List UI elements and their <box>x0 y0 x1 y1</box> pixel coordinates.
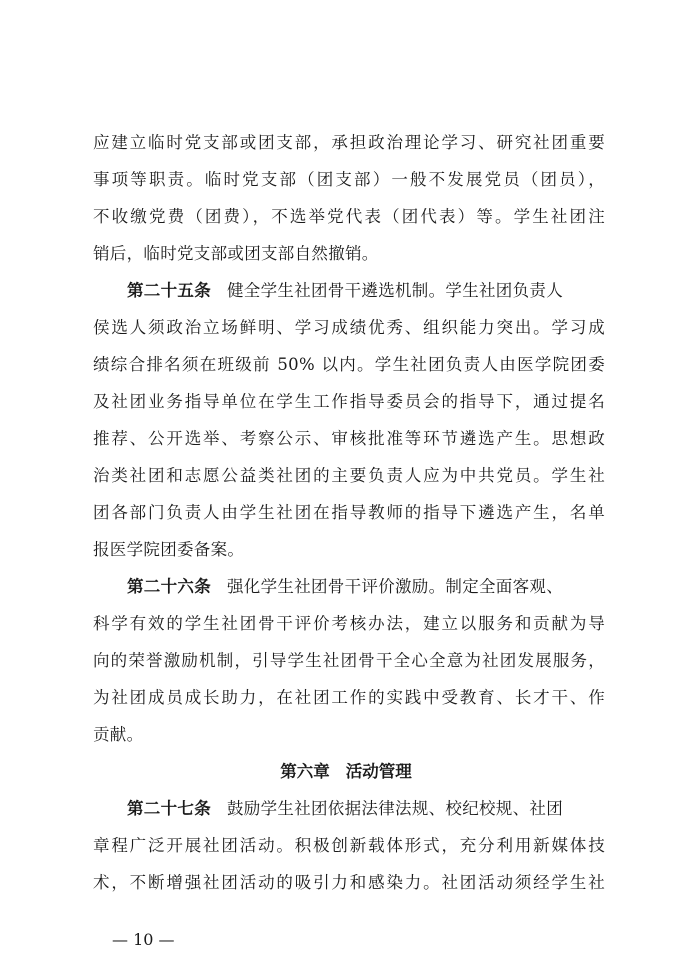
text-line: 不收缴党费（团费），不选举党代表（团代表）等。学生社团注 <box>93 207 605 226</box>
text-line: 向的荣誉激励机制，引导学生社团骨干全心全意为社团发展服务， <box>93 651 605 670</box>
text-line: 报医学院团委备案。 <box>93 540 245 559</box>
article-26-text: 强化学生社团骨干评价激励。制定全面客观、 <box>227 577 563 596</box>
text-line: 推荐、公开选举、考察公示、审核批准等环节遴选产生。思想政 <box>93 429 605 448</box>
article-27-first-line <box>127 794 605 824</box>
article-26-label: 第二十六条 <box>127 577 211 596</box>
article-25-text: 健全学生社团骨干遴选机制。学生社团负责人 <box>227 281 563 300</box>
text-line: 术，不断增强社团活动的吸引力和感染力。社团活动须经学生社 <box>93 873 605 892</box>
text-line: 销后，临时党支部或团支部自然撤销。 <box>93 244 379 263</box>
text-line: 贡献。 <box>93 725 144 744</box>
text-line: 科学有效的学生社团骨干评价考核办法，建立以服务和贡献为导 <box>93 614 605 633</box>
text-line: 团各部门负责人由学生社团在指导教师的指导下遴选产生，名单 <box>93 503 605 522</box>
page-number: — 10 — <box>112 930 175 949</box>
text-line: 侯选人须政治立场鲜明、学习成绩优秀、组织能力突出。学习成 <box>93 318 605 337</box>
text-line: 事项等职责。临时党支部（团支部）一般不发展党员（团员）， <box>93 170 605 189</box>
text-line: 应建立临时党支部或团支部，承担政治理论学习、研究社团重要 <box>93 133 605 152</box>
article-25-label: 第二十五条 <box>127 281 211 300</box>
article-27-text: 鼓励学生社团依据法律法规、校纪校规、社团 <box>227 799 563 818</box>
chapter-number: 第六章 <box>280 762 330 781</box>
article-25-first-line <box>127 276 605 306</box>
chapter-title: 活动管理 <box>345 762 412 781</box>
text-line: 为社团成员成长助力，在社团工作的实践中受教育、长才干、作 <box>93 688 605 707</box>
chapter-heading <box>0 757 692 787</box>
text-line: 及社团业务指导单位在学生工作指导委员会的指导下，通过提名 <box>93 392 605 411</box>
text-line: 章程广泛开展社团活动。积极创新载体形式，充分利用新媒体技 <box>93 836 605 855</box>
article-26-first-line <box>127 572 605 602</box>
text-line: 治类社团和志愿公益类社团的主要负责人应为中共党员。学生社 <box>93 466 605 485</box>
article-27-label: 第二十七条 <box>127 799 211 818</box>
text-line: 绩综合排名须在班级前 50% 以内。学生社团负责人由医学院团委 <box>93 355 605 374</box>
